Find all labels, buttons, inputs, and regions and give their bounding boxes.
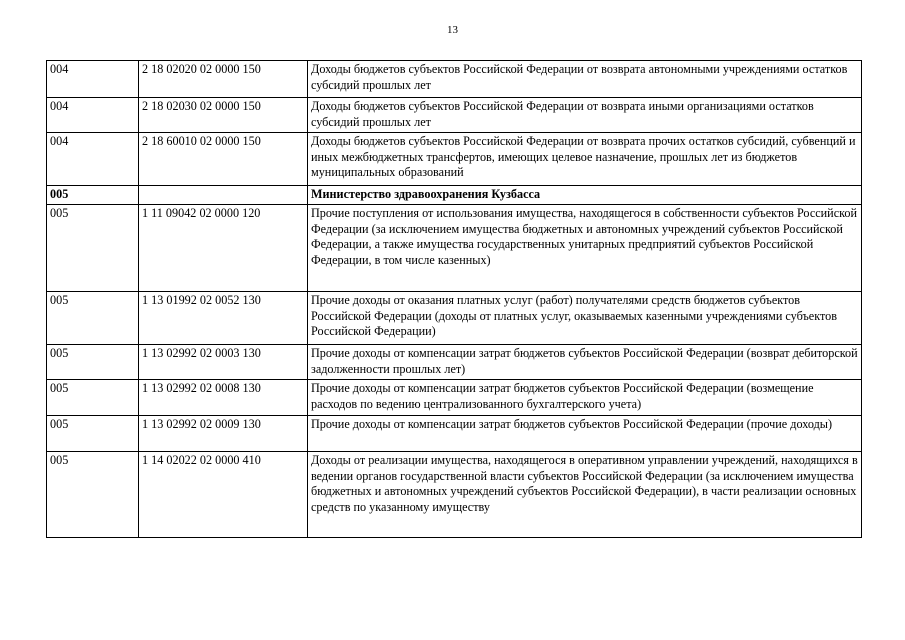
admin-code-cell: 004	[47, 133, 139, 186]
admin-code-cell: 005	[47, 205, 139, 292]
budget-code-cell	[139, 186, 308, 205]
revenue-name-cell: Министерство здравоохранения Кузбасса	[308, 186, 862, 205]
budget-code-cell: 1 11 09042 02 0000 120	[139, 205, 308, 292]
budget-code-cell: 2 18 02020 02 0000 150	[139, 61, 308, 98]
revenue-name-cell: Доходы от реализации имущества, находящегося в оперативном управлении учреждений, находящихся в ведении органов государственной власти субъектов Российской Федерации (за исключением имущества бюджетных и автономных учреждений субъектов Российской Федерации), в части реализации основных средств по указанному имуществу	[308, 452, 862, 538]
table-row	[47, 133, 862, 186]
revenue-name-cell: Прочие доходы от компенсации затрат бюджетов субъектов Российской Федерации (прочие доходы)	[308, 416, 862, 452]
table-row	[47, 345, 862, 380]
budget-code-cell: 1 13 01992 02 0052 130	[139, 292, 308, 345]
budget-code-cell: 1 13 02992 02 0008 130	[139, 380, 308, 416]
page-number: 13	[447, 24, 458, 36]
table-row	[47, 416, 862, 452]
table-row	[47, 380, 862, 416]
admin-code-cell: 005	[47, 452, 139, 538]
revenue-name-cell: Доходы бюджетов субъектов Российской Федерации от возврата иными организациями остатков субсидий прошлых лет	[308, 98, 862, 133]
admin-code-cell: 005	[47, 380, 139, 416]
table-row	[47, 61, 862, 98]
revenue-name-cell: Прочие доходы от оказания платных услуг (работ) получателями средств бюджетов субъектов Российской Федерации (доходы от платных услуг, оказываемых казенными учреждениями субъектов Российской Федерации)	[308, 292, 862, 345]
budget-code-cell: 1 13 02992 02 0003 130	[139, 345, 308, 380]
table-body	[47, 61, 862, 538]
revenue-name-cell: Доходы бюджетов субъектов Российской Федерации от возврата автономными учреждениями остатков субсидий прошлых лет	[308, 61, 862, 98]
budget-code-cell: 1 13 02992 02 0009 130	[139, 416, 308, 452]
admin-code-cell: 004	[47, 61, 139, 98]
revenue-name-cell: Доходы бюджетов субъектов Российской Федерации от возврата прочих остатков субсидий, субвенций и иных межбюджетных трансфертов, имеющих целевое назначение, прошлых лет из бюджетов муниципальных образований	[308, 133, 862, 186]
admin-code-cell: 005	[47, 186, 139, 205]
budget-code-cell: 1 14 02022 02 0000 410	[139, 452, 308, 538]
revenue-name-cell: Прочие поступления от использования имущества, находящегося в собственности субъектов Российской Федерации (за исключением имущества бюджетных и автономных учреждений субъектов Российской Федерации, а также имущества государственных унитарных предприятий субъектов Российской Федерации, в том числе казенных)	[308, 205, 862, 292]
budget-code-cell: 2 18 60010 02 0000 150	[139, 133, 308, 186]
revenue-name-cell: Прочие доходы от компенсации затрат бюджетов субъектов Российской Федерации (возмещение расходов по ведению централизованного бухгалтерского учета)	[308, 380, 862, 416]
admin-code-cell: 005	[47, 416, 139, 452]
admin-code-cell: 005	[47, 292, 139, 345]
budget-code-cell: 2 18 02030 02 0000 150	[139, 98, 308, 133]
table-row	[47, 292, 862, 345]
admin-code-cell: 004	[47, 98, 139, 133]
table-row	[47, 452, 862, 538]
admin-code-cell: 005	[47, 345, 139, 380]
revenue-name-cell: Прочие доходы от компенсации затрат бюджетов субъектов Российской Федерации (возврат дебиторской задолженности прошлых лет)	[308, 345, 862, 380]
table-row	[47, 98, 862, 133]
table-row	[47, 205, 862, 292]
table-row	[47, 186, 862, 205]
revenue-codes-table	[46, 60, 862, 538]
